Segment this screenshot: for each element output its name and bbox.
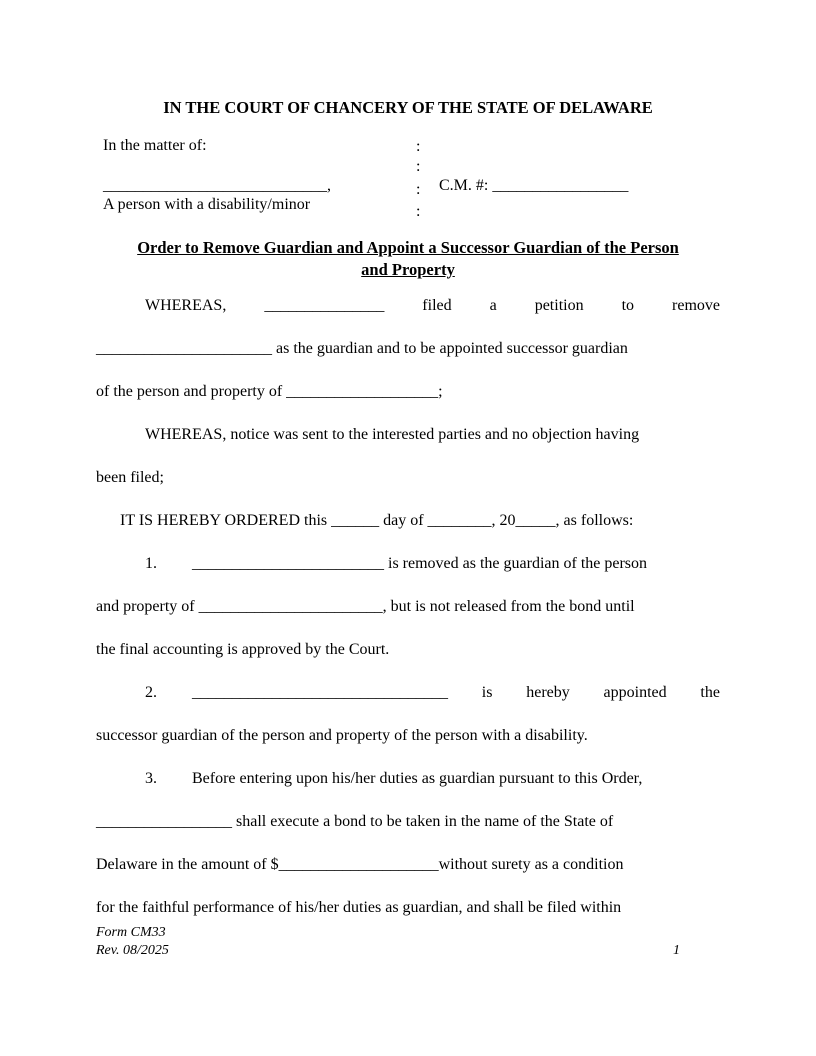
person-name-line: ____________________________,	[103, 177, 331, 194]
caption-colon: :	[416, 138, 421, 155]
caption-colon: :	[416, 181, 421, 198]
person-label: A person with a disability/minor	[103, 196, 311, 213]
word: appointed	[603, 684, 667, 701]
body-line: Delaware in the amount of $____________________without surety as a condition	[96, 856, 624, 873]
body-line: and property of _______________________, but is not released from the bond until	[96, 598, 635, 615]
body-line: of the person and property of ___________________;	[96, 383, 443, 400]
word: is	[481, 684, 493, 701]
item-number: 3.	[145, 770, 157, 787]
order-title-line1: Order to Remove Guardian and Appoint a Successor Guardian of the Person	[137, 238, 679, 257]
body-line: WHEREAS, notice was sent to the interested parties and no objection having	[145, 426, 640, 443]
body-line: Before entering upon his/her duties as guardian pursuant to this Order,	[192, 770, 643, 787]
ordered-line: IT IS HEREBY ORDERED this ______ day of ________, 20_____, as follows:	[120, 512, 634, 529]
word: WHEREAS,	[145, 297, 227, 314]
caption-colon: :	[416, 158, 421, 175]
appointed-line	[192, 683, 720, 703]
page-number: 1	[673, 943, 680, 958]
item-number: 1.	[145, 555, 157, 572]
form-id: Form CM33	[96, 925, 166, 940]
body-line: _________________ shall execute a bond to be taken in the name of the State of	[96, 813, 614, 830]
body-line: successor guardian of the person and property of the person with a disability.	[96, 727, 588, 744]
body-line: the final accounting is approved by the Court.	[96, 641, 390, 658]
word: remove	[672, 297, 720, 314]
matter-of-label: In the matter of:	[103, 137, 207, 154]
body-line: ________________________ is removed as the guardian of the person	[192, 555, 648, 572]
court-header: IN THE COURT OF CHANCERY OF THE STATE OF DELAWARE	[163, 98, 653, 117]
cm-number-field: C.M. #: _________________	[439, 177, 629, 194]
body-line: been filed;	[96, 469, 164, 486]
item-number: 2.	[145, 684, 157, 701]
word: to	[621, 297, 635, 314]
petitioner-blank: _______________	[264, 297, 385, 314]
word: the	[700, 684, 720, 701]
successor-blank: ________________________________	[192, 684, 448, 701]
word: petition	[534, 297, 584, 314]
body-line: ______________________ as the guardian and to be appointed successor guardian	[96, 340, 628, 357]
revision-date: Rev. 08/2025	[96, 943, 169, 958]
word: filed	[422, 297, 452, 314]
whereas-petition-line	[145, 296, 720, 316]
body-line: for the faithful performance of his/her duties as guardian, and shall be filed within	[96, 899, 622, 916]
caption-colon: :	[416, 203, 421, 220]
word: hereby	[526, 684, 570, 701]
word: a	[489, 297, 497, 314]
order-title-line2: and Property	[361, 260, 455, 279]
